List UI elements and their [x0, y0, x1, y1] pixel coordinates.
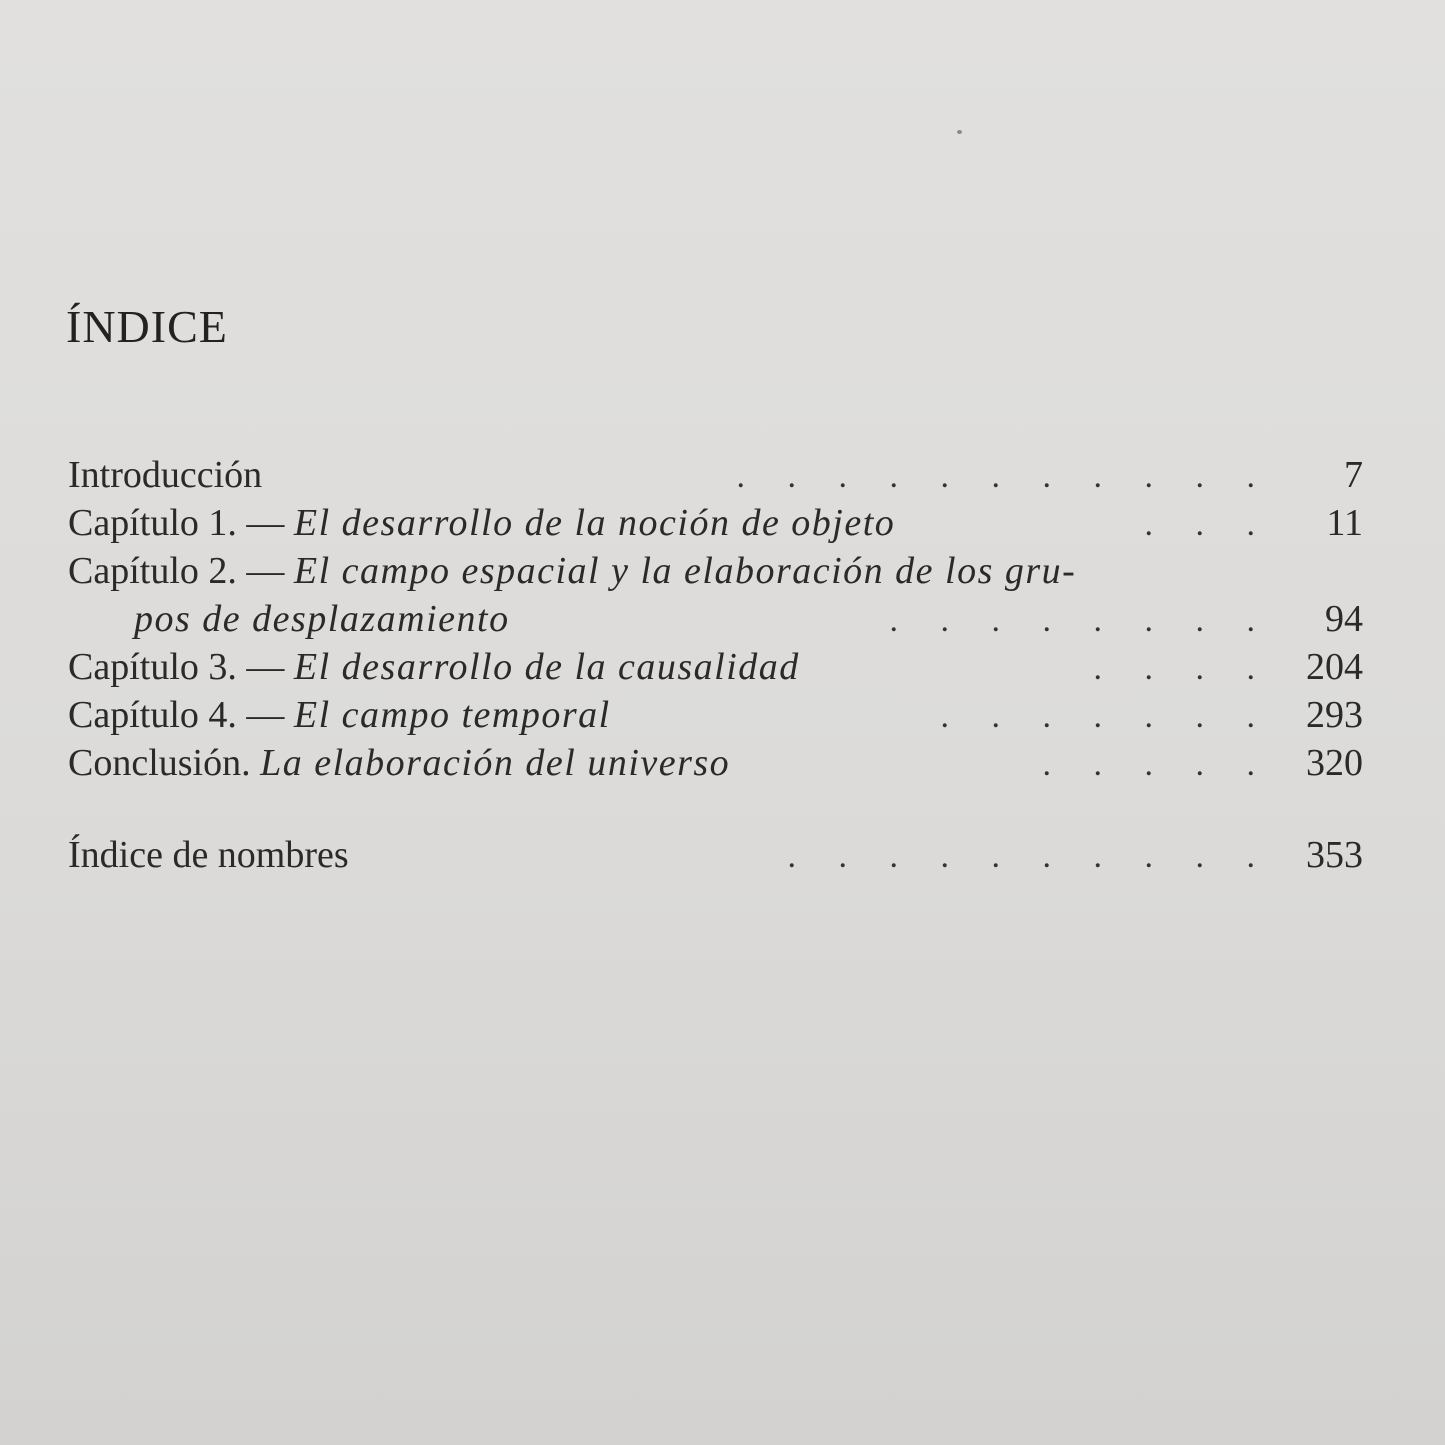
entry-title: El campo espacial y la elaboración de los gru- — [293, 550, 1077, 592]
entry-page-number: 353 — [1306, 834, 1363, 876]
page-title: ÍNDICE — [66, 301, 228, 352]
entry-prefix: Conclusión. — [68, 742, 261, 784]
entry-page-number: 204 — [1306, 646, 1363, 688]
entry-title: La elaboración del universo — [260, 742, 731, 784]
toc-entry-capitulo-1 — [68, 500, 1363, 546]
entry-prefix: Capítulo 1. — — [68, 502, 294, 544]
toc-entry-conclusion — [68, 740, 1363, 786]
dot-leader: . . . . — [1093, 650, 1255, 687]
dot-leader: . . . . . . . . . . — [787, 838, 1255, 875]
entry-prefix: Introducción — [68, 454, 263, 496]
dot-leader: . . . . . — [1042, 746, 1255, 783]
entry-page-number: 11 — [1326, 502, 1363, 544]
entry-page-number: 320 — [1306, 742, 1363, 784]
toc-entry-capitulo-4 — [68, 692, 1363, 738]
ink-speck — [957, 130, 962, 134]
toc-entry-capitulo-3 — [68, 644, 1363, 690]
entry-prefix: Capítulo 3. — — [68, 646, 294, 688]
dot-leader: . . . . . . . — [940, 698, 1255, 735]
entry-title: El desarrollo de la causalidad — [293, 646, 800, 688]
entry-page-number: 293 — [1306, 694, 1363, 736]
toc-entry-introduccion — [68, 452, 1363, 498]
entry-page-number: 7 — [1344, 454, 1363, 496]
entry-title: pos de desplazamiento — [134, 598, 510, 640]
entry-prefix: Índice de nombres — [68, 834, 349, 876]
entry-title: El campo temporal — [293, 694, 611, 736]
entry-page-number: 94 — [1325, 598, 1363, 640]
entry-title: El desarrollo de la noción de objeto — [293, 502, 896, 544]
dot-leader: . . . . . . . . — [889, 602, 1255, 639]
toc-entry-indice-de-nombres — [68, 832, 1363, 878]
dot-leader: . . . . . . . . . . . — [736, 458, 1255, 495]
entry-prefix: Capítulo 2. — — [68, 550, 294, 592]
entry-prefix: Capítulo 4. — — [68, 694, 294, 736]
dot-leader: . . . — [1144, 506, 1255, 543]
toc-entry-capitulo-2-cont — [134, 596, 1363, 642]
toc-entry-capitulo-2 — [68, 548, 1363, 594]
